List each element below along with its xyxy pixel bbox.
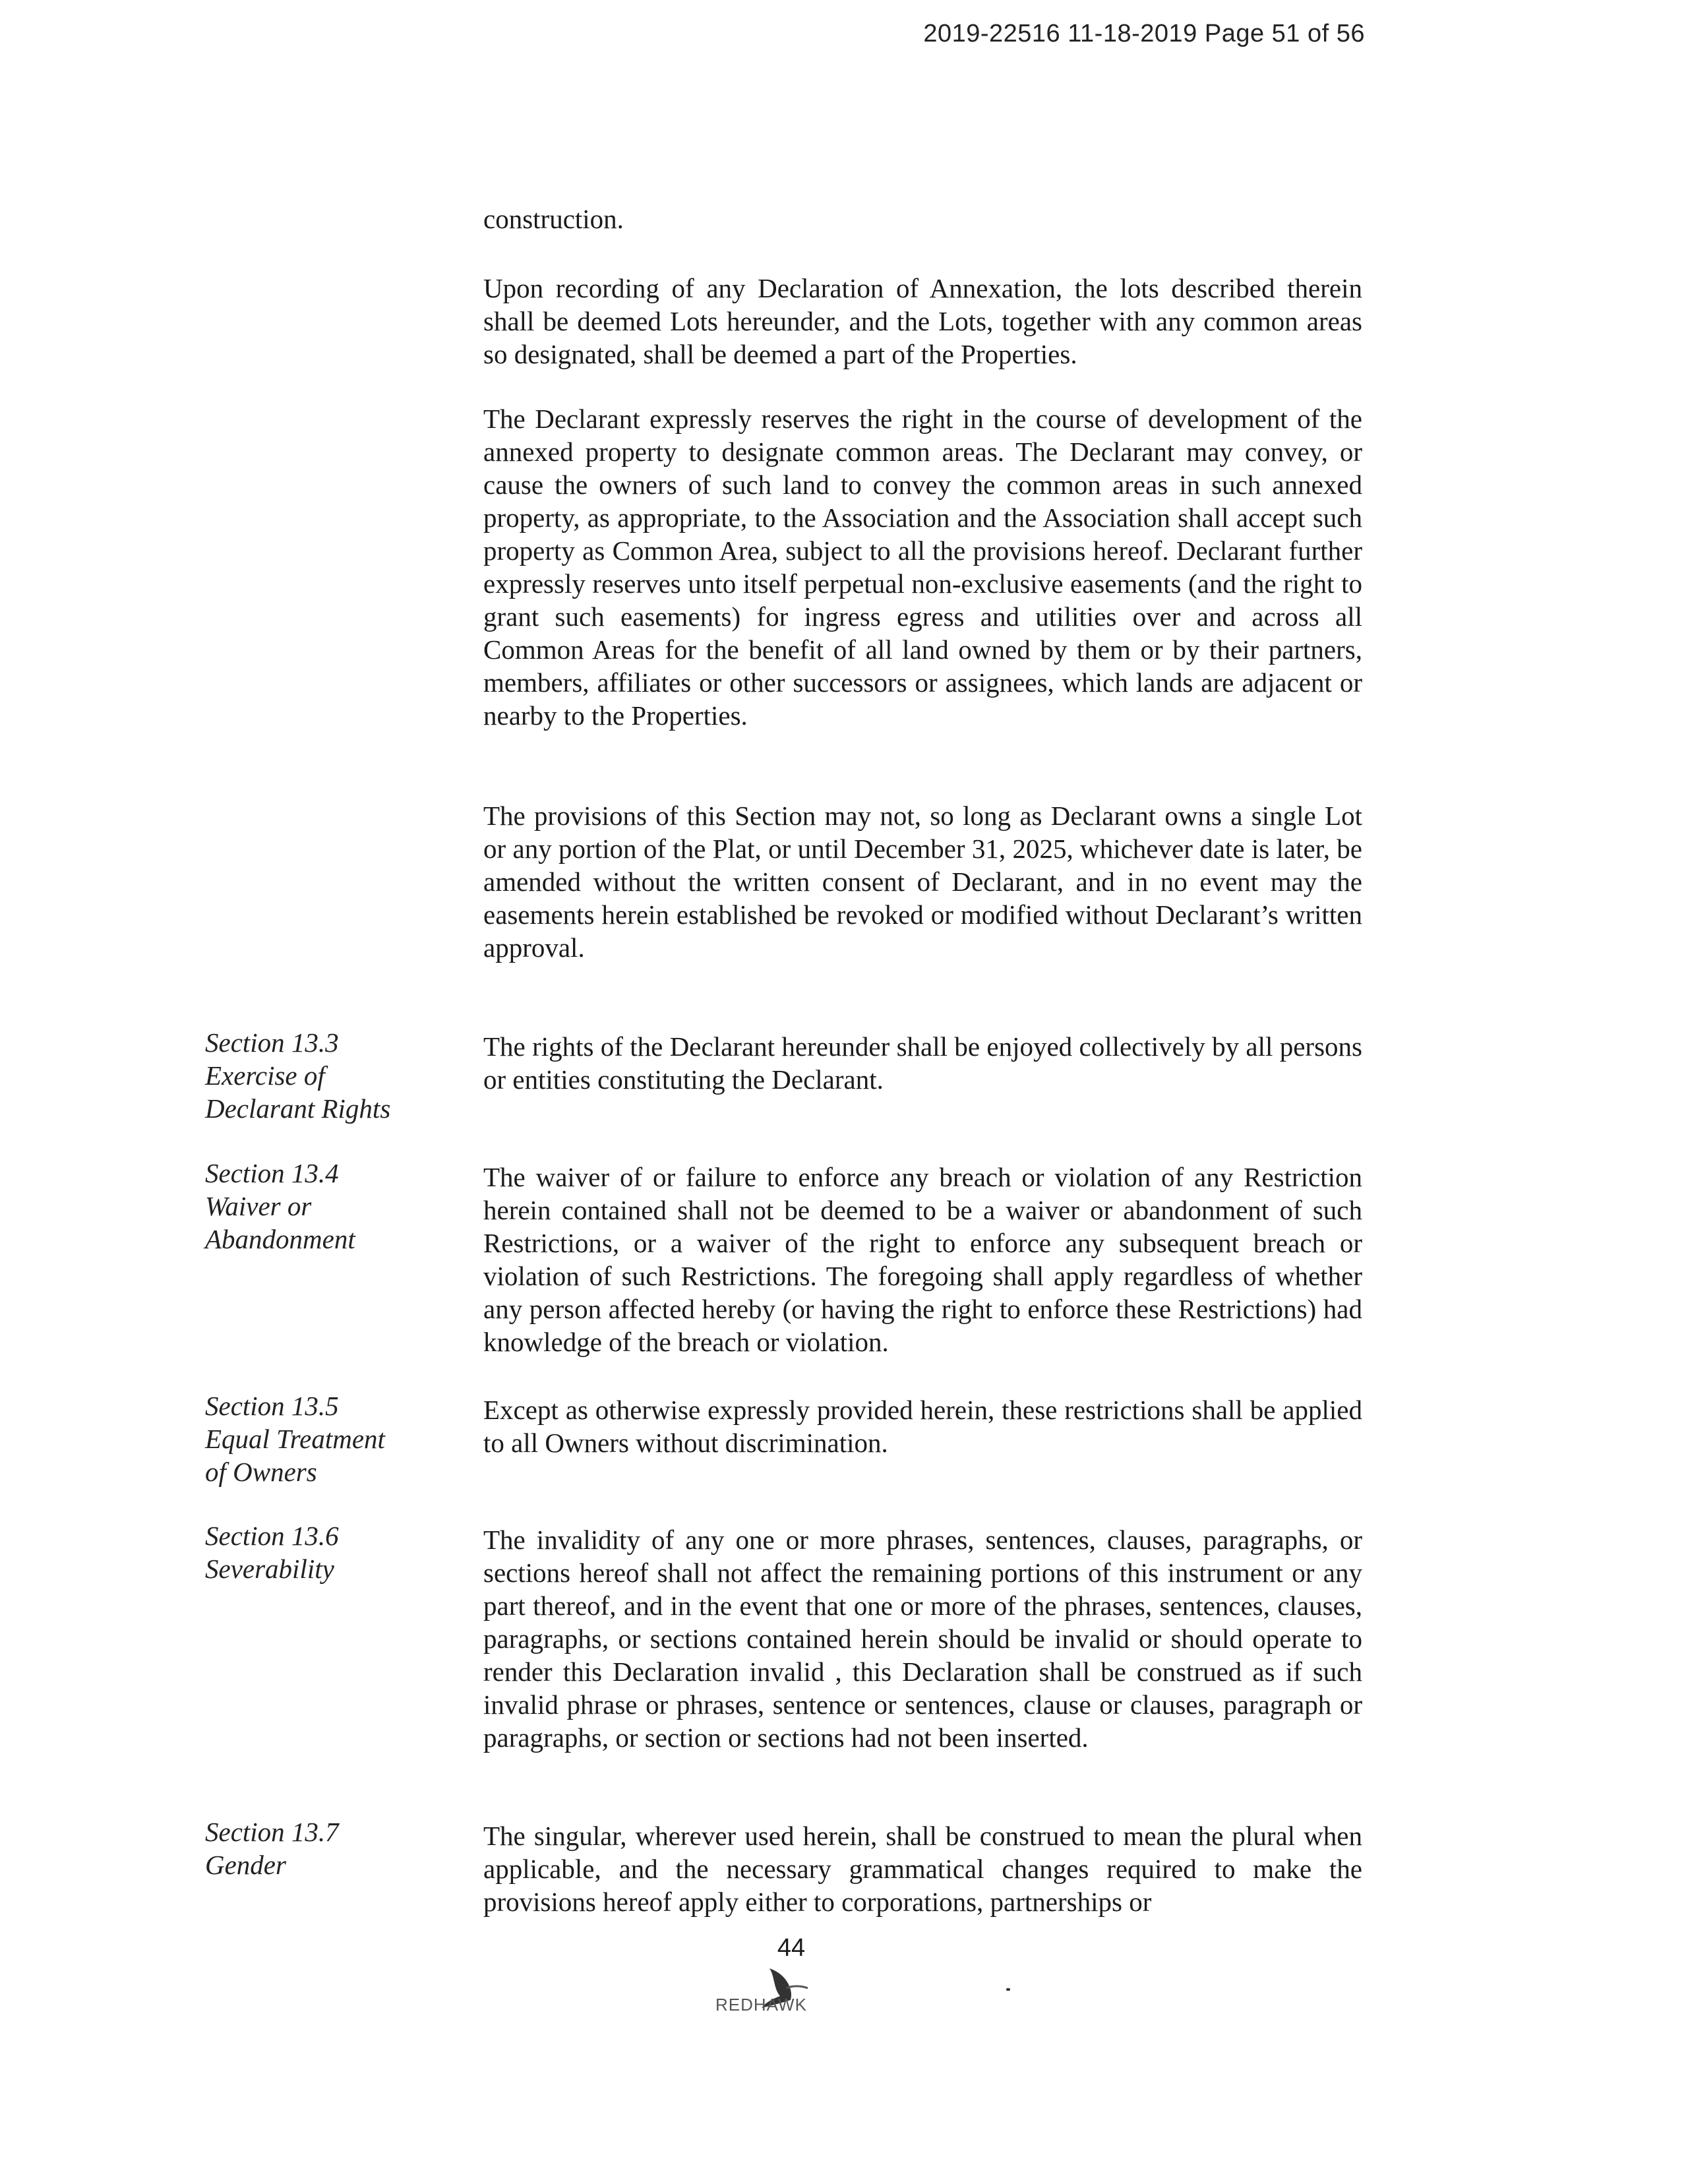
- section-13-6-label: [205, 1519, 456, 1585]
- section-number: Section 13.4: [205, 1158, 339, 1188]
- section-13-3-label: [205, 1026, 456, 1125]
- intro-paragraph-1: Upon recording of any Declaration of Annexation, the lots described therein shall be deemed Lots hereunder, and the Lots, together with any common areas so designated, shall be deemed a part of the Properties.: [483, 273, 1362, 369]
- section-title-line: Exercise of: [205, 1060, 325, 1091]
- redhawk-logo: [709, 1962, 867, 2015]
- section-title-line: Severability: [205, 1554, 334, 1584]
- logo-text: REDHAWK: [715, 1995, 807, 2015]
- section-number: Section 13.5: [205, 1391, 339, 1421]
- section-13-7-text: The singular, wherever used herein, shall be construed to mean the plural when applicable, and the necessary grammatical changes required to make the provisions hereof apply either to corporations, partnerships or: [483, 1821, 1362, 1917]
- section-title-line: of Owners: [205, 1457, 317, 1487]
- section-13-4-text: The waiver of or failure to enforce any breach or violation of any Restriction herein contained shall not be deemed to be a waiver or abandonment of such Restrictions, or a waiver of the right to enforce any subsequent breach or violation of such Restrictions. The foregoing shall apply regardless of whether any person affected hereby (or having the right to enforce these Restrictions) had knowledge of the breach or violation.: [483, 1162, 1362, 1357]
- section-number: Section 13.3: [205, 1027, 339, 1058]
- section-13-6-text: The invalidity of any one or more phrases, sentences, clauses, paragraphs, or sections hereof shall not affect the remaining portions of this instrument or any part thereof, and in the event that one or more of the phrases, sentences, clauses, paragraphs, or sections contained herein should be invalid or should operate to render this Declaration invalid , this Declaration shall be construed as if such invalid phrase or phrases, sentence or sentences, clause or clauses, paragraph or paragraphs, or section or sections had not been inserted.: [483, 1525, 1362, 1753]
- intro-paragraph-2: The Declarant expressly reserves the right in the course of development of the annexed property to designate common areas. The Declarant may convey, or cause the owners of such land to convey the common areas in such annexed property, as appropriate, to the Association and the Association shall accept such property as Common Area, subject to all the provisions hereof. Declarant further expressly reserves unto itself perpetual non-exclusive easements (and the right to grant such easements) for ingress egress and utilities over and across all Common Areas for the benefit of all land owned by them or by their partners, members, affiliates or other successors or assignees, which lands are adjacent or nearby to the Properties.: [483, 404, 1362, 731]
- section-title-line: Declarant Rights: [205, 1093, 391, 1124]
- page-number: 44: [777, 1934, 806, 1962]
- section-title-line: Abandonment: [205, 1224, 355, 1254]
- intro-paragraph-3: The provisions of this Section may not, so long as Declarant owns a single Lot or any portion of the Plat, or until December 31, 2025, whichever date is later, be amended without the written consent of Declarant, and in no event may the easements herein established be revoked or modified without Declarant’s written approval.: [483, 801, 1362, 963]
- scan-speck: [1006, 1988, 1010, 1991]
- recording-stamp: 2019-22516 11-18-2019 Page 51 of 56: [923, 20, 1365, 47]
- section-title-line: Gender: [205, 1850, 286, 1880]
- continuation-text: construction.: [483, 204, 624, 234]
- section-13-3-text: The rights of the Declarant hereunder shall be enjoyed collectively by all persons or entities constituting the Declarant.: [483, 1031, 1362, 1095]
- section-13-5-text: Except as otherwise expressly provided herein, these restrictions shall be applied to all Owners without discrimination.: [483, 1395, 1362, 1458]
- section-13-4-label: [205, 1157, 456, 1256]
- intro-continuation: [483, 202, 1362, 235]
- section-number: Section 13.7: [205, 1817, 339, 1847]
- section-13-7-label: [205, 1815, 456, 1881]
- section-13-5-label: [205, 1389, 456, 1488]
- section-number: Section 13.6: [205, 1521, 339, 1551]
- section-title-line: Equal Treatment: [205, 1424, 385, 1454]
- section-title-line: Waiver or: [205, 1191, 312, 1221]
